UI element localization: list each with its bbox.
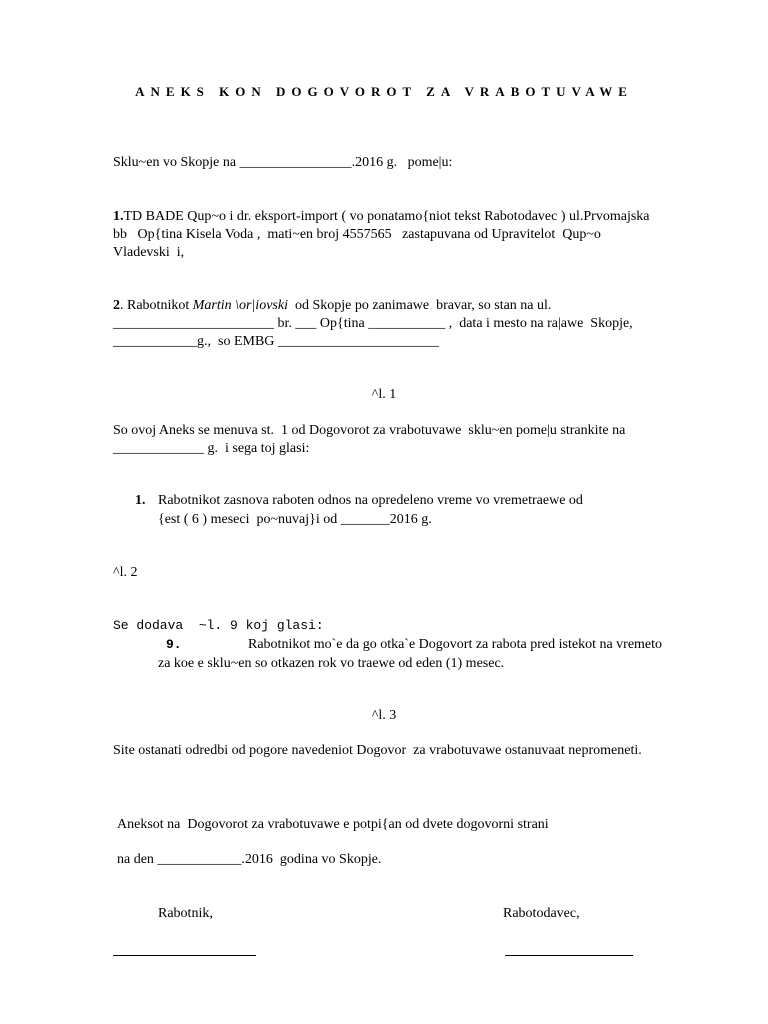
closing-line1: Aneksot na Dogovorot za vrabotuvawe e potpi{an od dvete dogovorni strani [117, 817, 549, 832]
party2-line3: ____________g., so EMBG _______________________ [113, 334, 439, 349]
party2-text-pre: . Rabotnikot [120, 298, 193, 313]
document-title: ANEKS KON DOGOVOROT ZA VRABOTUVAWE [135, 84, 633, 99]
article1-line1: So ovoj Aneks se menuva st. 1 od Dogovorot za vrabotuvawe sklu~en pome|u strankite na [113, 423, 626, 438]
party2-line2: _______________________ br. ___ Op{tina ___________ , data i mesto na ra|awe Skopje, [113, 316, 633, 331]
article1-line2: _____________ g. i sega toj glasi: [113, 441, 310, 456]
party1-line3: Vladevski i, [113, 245, 185, 260]
article1-item-num: 1. [135, 493, 146, 508]
article1-item-number [135, 491, 146, 510]
signature-label-employer: Rabotodavec, [503, 906, 580, 921]
article2-heading: ^l. 2 [113, 565, 138, 580]
signature-label-employee: Rabotnik, [158, 906, 213, 921]
party2-text-post: od Skopje po zanimawe bravar, so stan na ul. [287, 298, 552, 313]
article1-heading: ^l. 1 [371, 387, 397, 402]
article2-item-number: 9. [166, 637, 182, 652]
party2-line1 [113, 296, 551, 315]
article2-item-line2: za koe e sklu~en so otkazen rok vo traewe od eden (1) mesec. [158, 656, 505, 671]
article3-line1: Site ostanati odredbi od pogore navedeniot Dogovor za vrabotuvawe ostanuvaat nepromeneti. [113, 743, 642, 758]
article1-item-line1: Rabotnikot zasnova raboten odnos na opredeleno vreme vo vremetraewe od [158, 493, 583, 508]
article1-item-line2: {est ( 6 ) meseci po~nuvaj}i od _______2016 g. [158, 512, 432, 527]
signature-line-employer [505, 955, 633, 956]
closing-line2: na den ____________.2016 godina vo Skopje. [117, 852, 382, 867]
article2-line1: Se dodava ~l. 9 koj glasi: [113, 618, 324, 633]
party2-number: 2 [113, 298, 120, 313]
article3-heading: ^l. 3 [371, 708, 397, 723]
employee-name: Martin \or|iovski [192, 298, 288, 313]
party1-line2: bb Op{tina Kisela Voda , mati~en broj 4557565 zastapuvana od Upravitelot Qup~o [113, 227, 601, 242]
article2-item-line1: Rabotnikot mo`e da go otka`e Dogovort za rabota pred istekot na vremeto [248, 637, 663, 652]
party1-text1: TD BADE Qup~o i dr. eksport-import ( vo ponatamo{niot tekst Rabotodavec ) ul.Prvomajska [123, 209, 650, 224]
party1-line1 [113, 207, 650, 226]
party1-number: 1. [113, 209, 124, 224]
signature-line-employee [113, 955, 256, 956]
intro-line: Sklu~en vo Skopje na ________________.2016 g. pome|u: [113, 155, 453, 170]
